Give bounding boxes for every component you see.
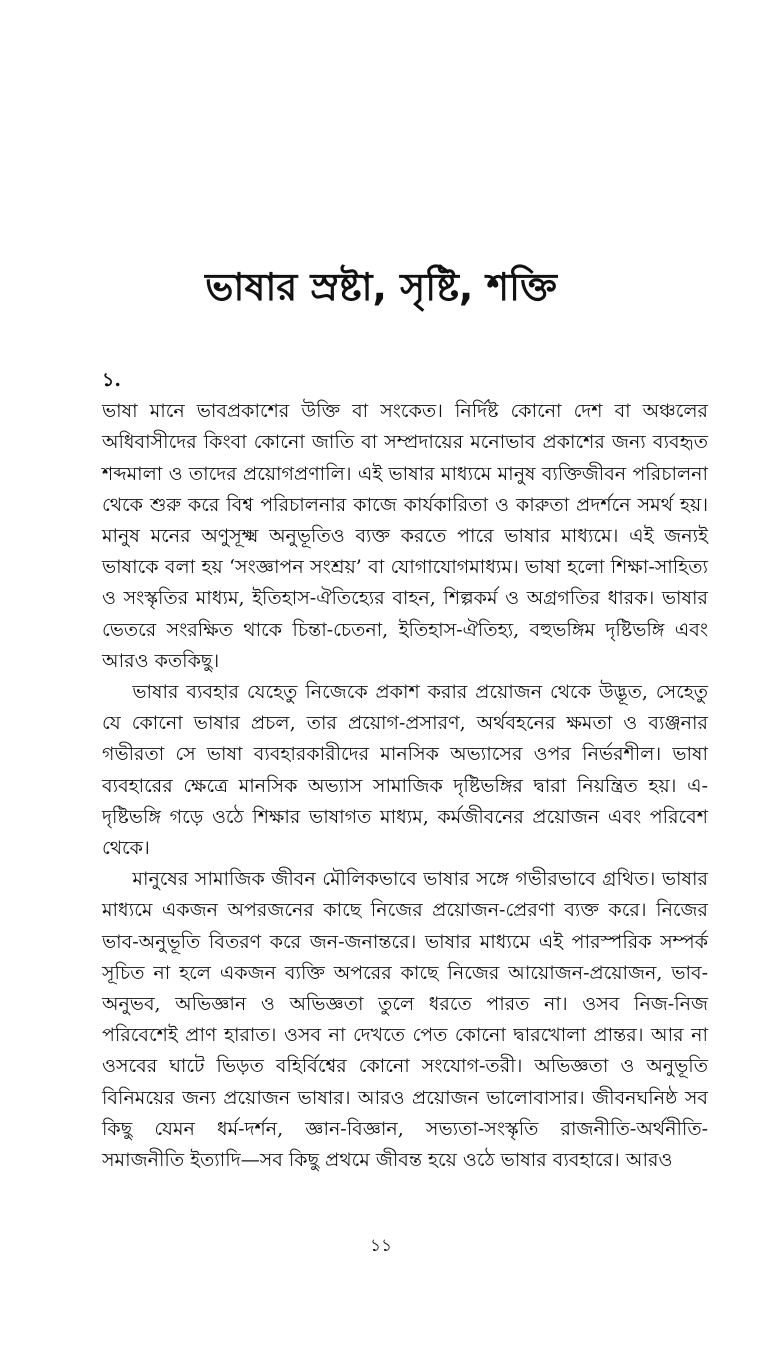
chapter-title: ভাষার স্রষ্টা, সৃষ্টি, শক্তি [205,265,557,309]
paragraph-1: ভাষা মানে ভাবপ্রকাশের উক্তি বা সংকেত। নির্দিষ্ট কোনো দেশ বা অঞ্চলের অধিবাসীদের কিংবা কোনো জাতি বা সম্প্রদায়ের মনোভাব প্রকাশের জন্য ব্যবহৃত শব্দমালা ও তাদের প্রয়োগপ্রণালি। এই ভাষার মাধ্যমে মানুষ ব্যক্তিজীবন পরিচালনা থেকে শুরু করে বিশ্ব পরিচালনার কাজে কার্যকারিতা ও কারুতা প্রদর্শনে সমর্থ হয়। মানুষ মনের অণুসূক্ষ্ম অনুভূতিও ব্যক্ত করতে পারে ভাষার মাধ্যমে। এই জন্যই ভাষাকে বলা হয় ‘সংজ্ঞাপন সংশ্রয়’ বা যোগাযোগমাধ্যম। ভাষা হলো শিক্ষা-সাহিত্য ও সংস্কৃতির মাধ্যম, ইতিহাস-ঐতিহ্যের বাহন, শিল্পকর্ম ও অগ্রগতির ধারক। ভাষার ভেতরে সংরক্ষিত থাকে চিন্তা-চেতনা, ইতিহাস-ঐতিহ্য, বহুভঙ্গিম দৃষ্টিভঙ্গি এবং আরও কতকিছু। [102,400,708,672]
paragraph-3: মানুষের সামাজিক জীবন মৌলিকভাবে ভাষার সঙ্গে গভীরভাবে গ্রথিত। ভাষার মাধ্যমে একজন অপরজনের কাছে নিজের প্রয়োজন-প্রেরণা ব্যক্ত করে। নিজের ভাব-অনুভূতি বিতরণ করে জন-জনান্তরে। ভাষার মাধ্যমে এই পারস্পরিক সম্পর্ক সূচিত না হলে একজন ব্যক্তি অপরের কাছে নিজের আয়োজন-প্রয়োজন, ভাব-অনুভব, অভিজ্ঞান ও অভিজ্ঞতা তুলে ধরতে পারত না। ওসব নিজ-নিজ পরিবেশেই প্রাণ হারাত। ওসব না দেখতে পেত কোনো দ্বারখোলা প্রান্তর। আর না ওসবের ঘাটে ভিড়ত বহির্বিশ্বের কোনো সংযোগ-তরী। অভিজ্ঞতা ও অনুভূতি বিনিময়ের জন্য প্রয়োজন ভাষার। আরও প্রয়োজন ভালোবাসার। জীবনঘনিষ্ঠ সব কিছু যেমন ধর্ম-দর্শন, জ্ঞান-বিজ্ঞান, সভ্যতা-সংস্কৃতি রাজনীতি-অর্থনীতি-সমাজনীতি ইত্যাদি—সব কিছু প্রথমে জীবন্ত হয়ে ওঠে ভাষার ব্যবহারে। আরও [102,868,708,1172]
paragraph-2: ভাষার ব্যবহার যেহেতু নিজেকে প্রকাশ করার প্রয়োজন থেকে উদ্ভূত, সেহেতু যে কোনো ভাষার প্রচল, তার প্রয়োগ-প্রসারণ, অর্থবহনের ক্ষমতা ও ব্যঞ্জনার গভীরতা সে ভাষা ব্যবহারকারীদের মানসিক অভ্যাসের ওপর নির্ভরশীল। ভাষা ব্যবহারের ক্ষেত্রে মানসিক অভ্যাস সামাজিক দৃষ্টিভঙ্গির দ্বারা নিয়ন্ত্রিত হয়। এ-দৃষ্টিভঙ্গি গড়ে ওঠে শিক্ষার ভাষাগত মাধ্যম, কর্মজীবনের প্রয়োজন এবং পরিবেশ থেকে। [102,681,708,860]
chapter-body [102,365,708,1176]
section-number: ১. [102,369,121,391]
page-number: ১১ [369,1236,393,1256]
